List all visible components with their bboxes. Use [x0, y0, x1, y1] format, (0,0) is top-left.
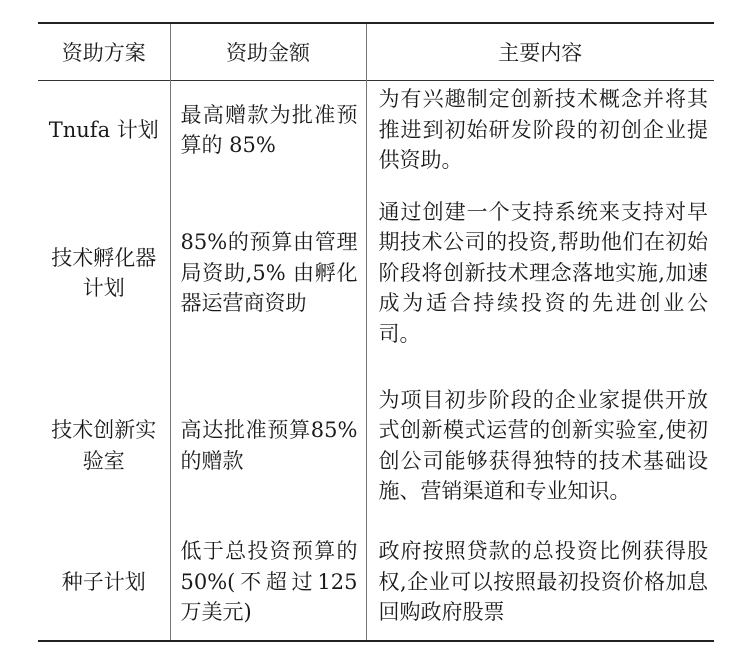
funding-schemes-table [38, 22, 714, 642]
header-row [38, 23, 714, 81]
table-row [38, 179, 714, 367]
scheme-name: Tnufa 计划 [48, 117, 159, 142]
content-text: 政府按照贷款的总投资比例获得股权,企业可以按照最初投资价格加息回购政府股票 [378, 539, 708, 625]
amount-text: 85%的预算由管理局资助,5% 由孵化器运营商资助 [180, 230, 358, 316]
table-header [38, 23, 714, 81]
header-content: 主要内容 [498, 41, 583, 65]
amount-text: 高达批准预算85%的赠款 [180, 418, 358, 473]
content-cell [366, 367, 714, 524]
content-cell [366, 524, 714, 641]
amount-text: 低于总投资预算的 50%(不超过125 万美元) [180, 539, 358, 625]
scheme-name-cell [38, 524, 170, 641]
table-row [38, 367, 714, 524]
header-scheme: 资助方案 [61, 41, 146, 65]
table-row [38, 81, 714, 180]
content-text: 为有兴趣制定创新技术概念并将其推进到初始研发阶段的初创企业提供资助。 [378, 87, 708, 173]
amount-cell [170, 524, 366, 641]
amount-text: 最高赠款为批准预算的 85% [180, 102, 358, 157]
scheme-name: 种子计划 [61, 569, 146, 594]
content-cell [366, 81, 714, 180]
scheme-name-cell [38, 367, 170, 524]
content-text: 通过创建一个支持系统来支持对早期技术公司的投资,帮助他们在初始阶段将创新技术理念落地实施,加速成为适合持续投资的先进创业公司。 [378, 199, 708, 346]
amount-cell [170, 81, 366, 180]
scheme-name-cell [38, 179, 170, 367]
table-body [38, 81, 714, 642]
scheme-name-cell [38, 81, 170, 180]
content-text: 为项目初步阶段的企业家提供开放式创新模式运营的创新实验室,使初创公司能够获得独特的技术基础设施、营销渠道和专业知识。 [378, 387, 708, 503]
amount-cell [170, 367, 366, 524]
content-cell [366, 179, 714, 367]
scheme-name: 技术创新实验室 [51, 418, 157, 473]
funding-table-container [38, 22, 714, 642]
amount-cell [170, 179, 366, 367]
header-amount: 资助金额 [170, 23, 366, 81]
scheme-name: 技术孵化器计划 [51, 245, 157, 300]
table-row [38, 524, 714, 641]
